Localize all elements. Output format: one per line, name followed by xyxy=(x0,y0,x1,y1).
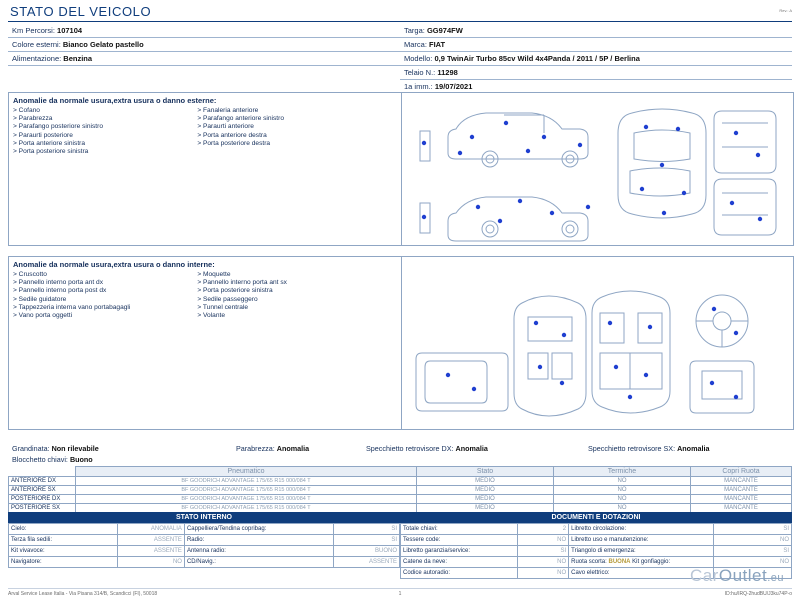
info-value: 19/07/2021 xyxy=(434,82,473,91)
tyre-position: ANTERIORE DX xyxy=(9,477,76,486)
glass-status-row-2 xyxy=(8,455,792,465)
revision-label: Rev.: A xyxy=(779,8,792,13)
info-value: 0,9 TwinAir Turbo 85cv Wild 4x4Panda / 2011 / 5P / Berlina xyxy=(434,54,640,63)
tyre-stato: MEDIO xyxy=(417,486,554,495)
interior-damage-list xyxy=(9,257,401,429)
windshield-label: Parabrezza: xyxy=(236,444,275,453)
info-label: Km Percorsi: xyxy=(12,26,55,35)
field-value: NO xyxy=(118,557,184,568)
footer xyxy=(8,588,792,597)
field-label: Cavo elettrico: xyxy=(569,568,714,579)
watermark-part2: Outlet xyxy=(718,566,768,585)
list-item: > Vano porta oggetti xyxy=(13,312,73,320)
documents-title: DOCUMENTI E DOTAZIONI xyxy=(400,512,792,523)
hail-label: Grandinata: xyxy=(12,444,50,453)
key-block-value: Buono xyxy=(69,455,93,464)
tyre-copri: MANCANTE xyxy=(691,504,792,513)
table-row xyxy=(9,477,792,486)
field-value: ANOMALIA xyxy=(118,524,184,535)
list-item: > Porta posteriore sinistra xyxy=(13,148,89,156)
list-item: > Pannello interno porta ant sx xyxy=(197,279,287,287)
inflation-kit-label: Kit gonfiaggio: xyxy=(632,559,671,565)
info-row xyxy=(400,52,792,66)
field-value: SI xyxy=(713,546,791,557)
tyre-header-copri-ruota: Copri Ruota xyxy=(691,467,792,477)
tyre-termiche: NO xyxy=(554,486,691,495)
tyre-spec: BF GOODRICH ADVANTAGE 175/65 R15 000/084 T xyxy=(76,477,417,486)
field-label: Libretto uso e manutenzione: xyxy=(569,535,714,546)
list-item: > Moquette xyxy=(197,271,231,278)
field-value: NO xyxy=(518,568,569,579)
field-label: Triangolo di emergenza: xyxy=(569,546,714,557)
field-value: BUONO xyxy=(333,546,399,557)
info-row xyxy=(400,38,792,52)
watermark xyxy=(690,566,784,586)
table-row xyxy=(9,546,400,557)
field-label: Terza fila sedili: xyxy=(9,535,118,546)
info-label: Modello: xyxy=(404,54,433,63)
interior-damage-panel xyxy=(8,256,794,430)
list-item: > Parafango anteriore sinistro xyxy=(197,115,284,123)
field-value: SI xyxy=(333,535,399,546)
field-value: ASSENTE xyxy=(118,535,184,546)
list-item: > Pannello interno porta ant dx xyxy=(13,279,103,287)
field-label: CD/Navig.: xyxy=(184,557,333,568)
tyre-termiche: NO xyxy=(554,477,691,486)
field-label: Radio: xyxy=(184,535,333,546)
interior-car-diagram-svg xyxy=(402,257,794,429)
info-value: Benzina xyxy=(63,54,93,63)
interior-state-title: STATO INTERNO xyxy=(8,512,400,523)
exterior-diagram xyxy=(401,93,794,245)
field-value: ASSENTE xyxy=(333,557,399,568)
info-row xyxy=(8,38,400,52)
field-value: NO xyxy=(518,557,569,568)
page-title: STATO DEL VEICOLO xyxy=(10,4,152,19)
field-value: NO xyxy=(713,535,791,546)
field-label: Navigatore: xyxy=(9,557,118,568)
field-label: Antenna radio: xyxy=(184,546,333,557)
list-item: > Sedile guidatore xyxy=(13,295,67,303)
interior-damage-columns xyxy=(9,271,401,320)
list-item: > Volante xyxy=(197,312,225,320)
list-item: > Sedile passeggero xyxy=(197,295,258,303)
table-header-row xyxy=(9,467,792,477)
info-label: Colore esterni: xyxy=(12,40,61,49)
exterior-damage-col1 xyxy=(13,107,197,156)
tyre-header-pneumatico: Pneumatico xyxy=(76,467,417,477)
spare-wheel-label: Ruota scorta: xyxy=(571,559,607,565)
field-label: Libretto garanzia/service: xyxy=(401,546,518,557)
list-item: > Pannello interno porta post dx xyxy=(13,287,107,295)
list-item: > Cofano xyxy=(13,107,40,114)
info-row xyxy=(8,52,400,66)
watermark-part1: Car xyxy=(689,566,719,585)
list-item: > Parafango posteriore sinistro xyxy=(13,123,103,131)
table-row xyxy=(9,557,400,568)
interior-damage-col1 xyxy=(13,271,197,320)
tyre-position: ANTERIORE SX xyxy=(9,486,76,495)
tyre-spec: BF GOODRICH ADVANTAGE 175/65 R15 000/084 T xyxy=(76,495,417,504)
windshield-value: Anomalia xyxy=(276,444,310,453)
exterior-damage-list xyxy=(9,93,401,245)
vehicle-info xyxy=(8,24,792,91)
field-label: Cielo: xyxy=(9,524,118,535)
exterior-damage-panel xyxy=(8,92,794,246)
field-value: ASSENTE xyxy=(118,546,184,557)
info-row xyxy=(400,24,792,38)
table-row xyxy=(9,524,400,535)
inflation-kit-value: NO xyxy=(713,557,791,568)
hail-value: Non rilevabile xyxy=(51,444,99,453)
field-value: SI xyxy=(518,546,569,557)
exterior-damage-title: Anomalie da normale usura,extra usura o danno esterne: xyxy=(13,96,217,105)
tyre-termiche: NO xyxy=(554,504,691,513)
spare-wheel-value: BUONA xyxy=(608,559,631,565)
list-item: > Fanaleria anteriore xyxy=(197,107,259,114)
mirror-dx-label: Specchietto retrovisore DX: xyxy=(366,444,454,453)
tyre-header-stato: Stato xyxy=(417,467,554,477)
field-value: 2 xyxy=(518,524,569,535)
info-row xyxy=(8,24,400,38)
exterior-damage-columns xyxy=(9,107,401,156)
info-label: Targa: xyxy=(404,26,425,35)
list-item: > Porta posteriore sinistra xyxy=(197,287,273,295)
tyre-header-termiche: Termiche xyxy=(554,467,691,477)
interior-diagram xyxy=(401,257,794,429)
interior-state-table xyxy=(8,512,400,568)
tyre-empty-header xyxy=(9,467,76,477)
vehicle-info-left xyxy=(8,24,400,66)
tyre-position: POSTERIORE SX xyxy=(9,504,76,513)
info-value: 11298 xyxy=(437,68,458,77)
tyre-copri: MANCANTE xyxy=(691,477,792,486)
field-label: Catene da neve: xyxy=(401,557,518,568)
interior-damage-col2 xyxy=(197,271,381,320)
hail-status xyxy=(12,444,99,453)
tyre-stato: MEDIO xyxy=(417,504,554,513)
list-item: > Paraurti posteriore xyxy=(13,131,73,139)
mirror-dx-status xyxy=(366,444,488,453)
table-row xyxy=(9,495,792,504)
key-block-label: Blocchetto chiavi: xyxy=(12,455,68,464)
info-label: Marca: xyxy=(404,40,427,49)
windshield-status xyxy=(236,444,309,453)
info-value: Bianco Gelato pastello xyxy=(62,40,144,49)
mirror-dx-value: Anomalia xyxy=(455,444,488,453)
field-value: SI xyxy=(333,524,399,535)
exterior-car-diagram-svg xyxy=(402,93,794,245)
table-row xyxy=(401,546,792,557)
field-value: SI xyxy=(713,524,791,535)
footer-left: Arval Service Lease Italia - Via Pisana 314/B, Scandicci (FI), 50018 xyxy=(8,591,158,597)
table-row xyxy=(9,535,400,546)
interior-damage-title: Anomalie da normale usura,extra usura o danno interne: xyxy=(13,260,215,269)
table-row xyxy=(401,535,792,546)
watermark-part3: .eu xyxy=(767,572,784,584)
field-label: Libretto circolazione: xyxy=(569,524,714,535)
tyre-spec: BF GOODRICH ADVANTAGE 175/65 R15 000/084 T xyxy=(76,504,417,513)
field-value: NO xyxy=(518,535,569,546)
info-row xyxy=(400,66,792,80)
tyre-spec: BF GOODRICH ADVANTAGE 175/65 R15 000/084 T xyxy=(76,486,417,495)
list-item: > Parabrezza xyxy=(13,115,53,123)
tyre-position: POSTERIORE DX xyxy=(9,495,76,504)
tyres-table xyxy=(8,466,792,513)
glass-status-row-1 xyxy=(8,444,792,454)
table-row xyxy=(9,486,792,495)
list-item: > Porta posteriore destra xyxy=(197,139,271,147)
info-label: 1a imm.: xyxy=(404,82,433,91)
list-item: > Cruscotto xyxy=(13,271,47,278)
title-divider xyxy=(8,21,792,22)
tyre-termiche: NO xyxy=(554,495,691,504)
field-label: Codice autoradio: xyxy=(401,568,518,579)
mirror-sx-label: Specchietto retrovisore SX: xyxy=(588,444,676,453)
footer-id: ID:hu/IRQ-2hudBU/J3ku74P-o xyxy=(724,591,792,597)
field-label: Kit vivavoce: xyxy=(9,546,118,557)
mirror-sx-status xyxy=(588,444,709,453)
list-item: > Tunnel centrale xyxy=(197,303,249,311)
info-value: 107104 xyxy=(57,26,83,35)
key-block-status xyxy=(12,455,93,464)
footer-page-number: 1 xyxy=(398,591,402,597)
list-item: > Porta anteriore sinistra xyxy=(13,139,86,147)
field-label: Tessere code: xyxy=(401,535,518,546)
table-row xyxy=(401,524,792,535)
field-label: Cappelliera/Tendina copribag: xyxy=(184,524,333,535)
tyre-copri: MANCANTE xyxy=(691,486,792,495)
list-item: > Paraurti anteriore xyxy=(197,123,254,131)
field-label: Totale chiavi: xyxy=(401,524,518,535)
tyre-stato: MEDIO xyxy=(417,495,554,504)
list-item: > Tappezzeria interna vano portabagagli xyxy=(13,303,131,311)
info-value: FIAT xyxy=(429,40,446,49)
info-value: GG974FW xyxy=(426,26,463,35)
info-label: Telaio N.: xyxy=(404,68,436,77)
tyre-copri: MANCANTE xyxy=(691,495,792,504)
exterior-damage-col2 xyxy=(197,107,381,148)
vehicle-info-right xyxy=(400,24,792,94)
mirror-sx-value: Anomalia xyxy=(677,444,710,453)
tyre-stato: MEDIO xyxy=(417,477,554,486)
info-label: Alimentazione: xyxy=(12,54,62,63)
list-item: > Porta anteriore destra xyxy=(197,131,267,139)
